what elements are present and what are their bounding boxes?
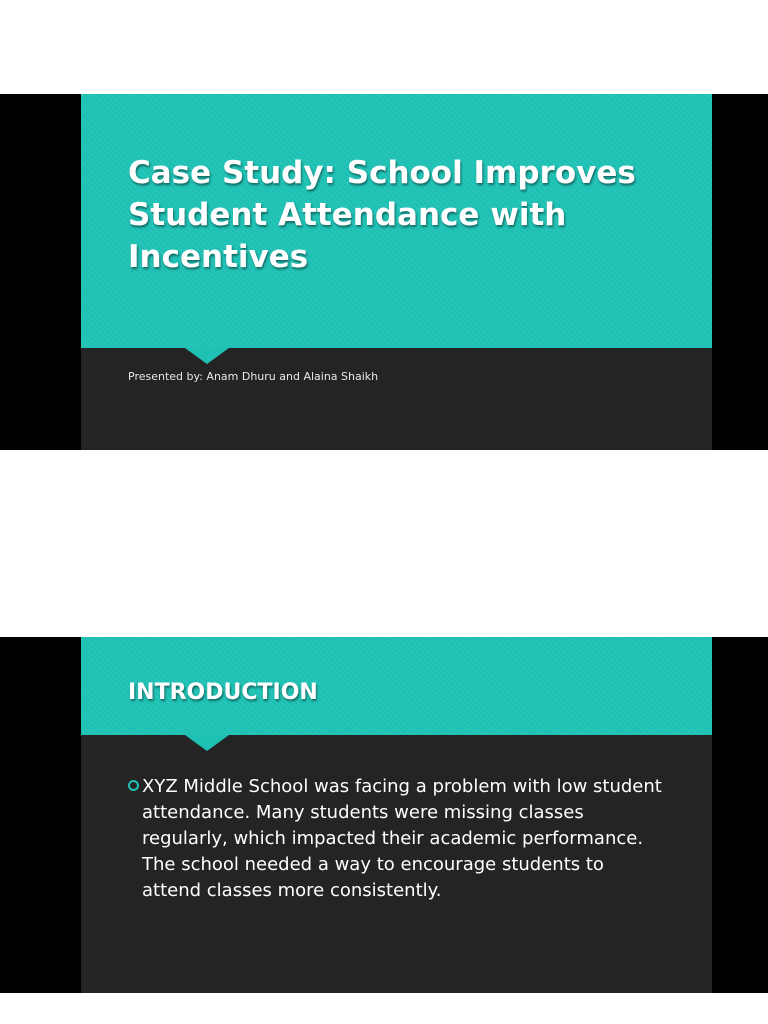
introduction-slide [0, 637, 768, 993]
banner-notch [185, 348, 229, 364]
banner-notch [185, 735, 229, 751]
slide-body [81, 637, 712, 993]
slide-title: Case Study: School Improves Student Attendance with Incentives [128, 155, 636, 275]
presenters-subtitle: Presented by: Anam Dhuru and Alaina Shaikh [128, 370, 379, 383]
list-item [128, 774, 668, 904]
circle-bullet-icon [128, 780, 139, 791]
title-banner [81, 94, 712, 348]
slide-heading: INTRODUCTION [128, 680, 318, 705]
heading-banner [81, 637, 712, 735]
slide-body [81, 94, 712, 450]
bullet-text: XYZ Middle School was facing a problem with low student attendance. Many students were missing classes regularly, which impacted their academic performance. The school needed a way to encourage students to attend classes more consistently. [142, 776, 662, 901]
title-slide [0, 94, 768, 450]
